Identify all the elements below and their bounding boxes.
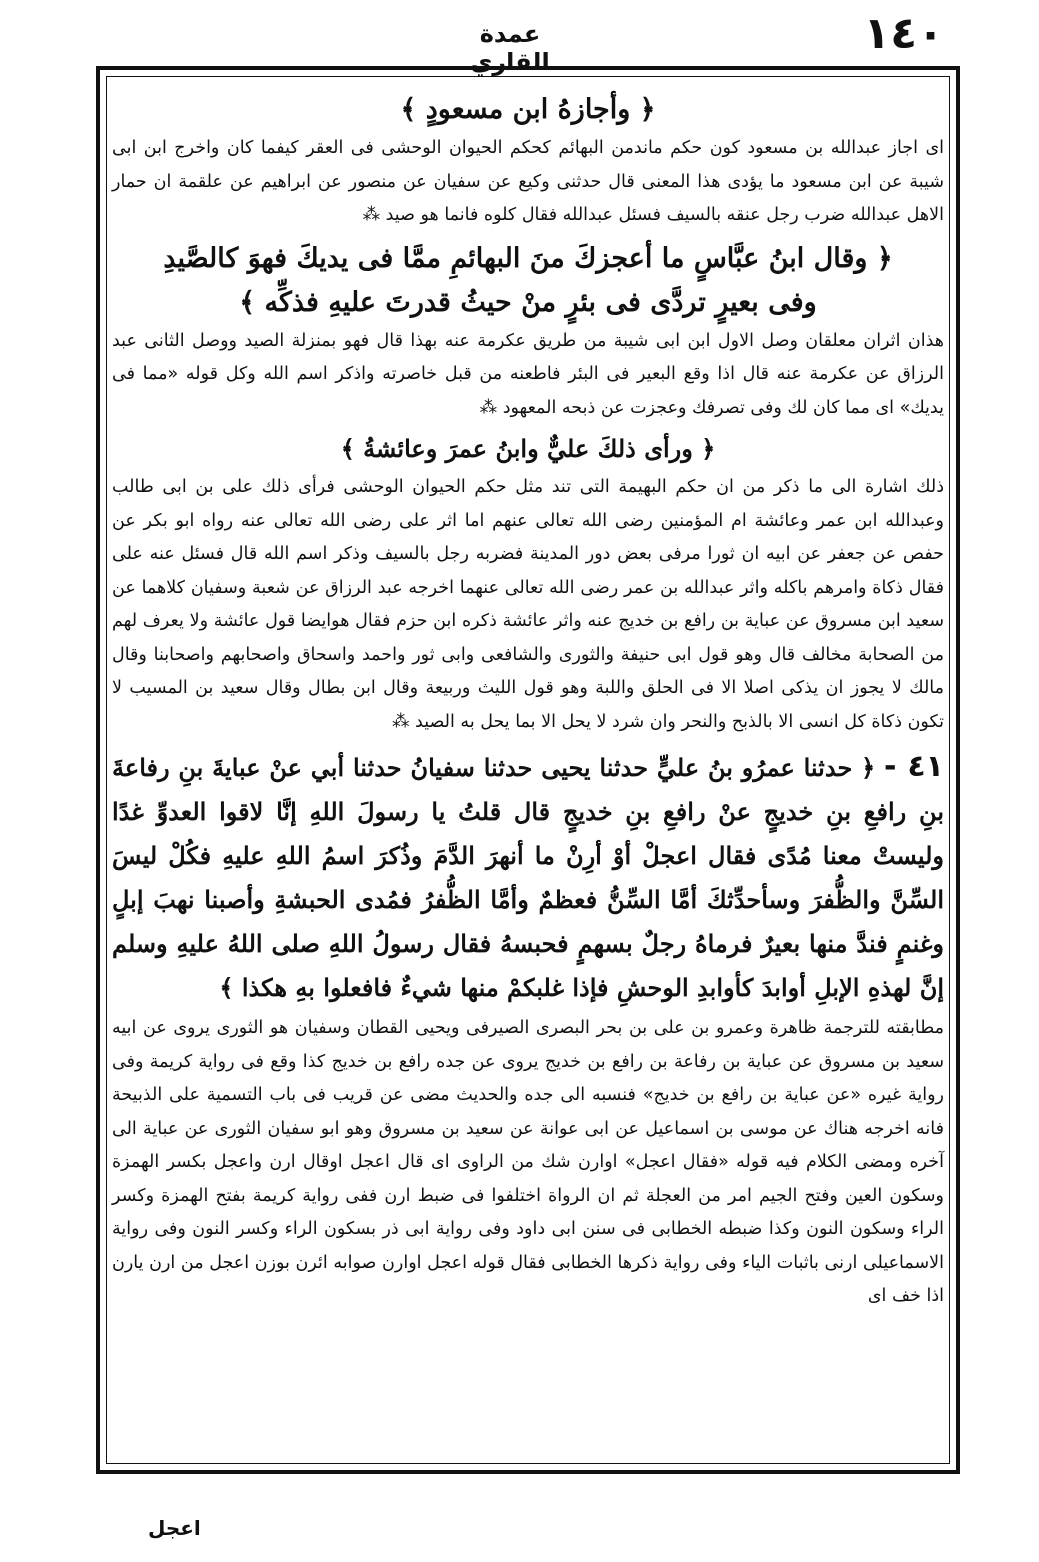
commentary-paragraph: ذلك اشارة الى ما ذكر من ان حكم البهيمة التى تند مثل حكم الحيوان الوحشى فرأى ذلك على بن ابى طالب وعبدالله ابن عمر وعائشة ام المؤمنين رضى الله تعالى عنهم اما اثر على رضى الله تعالى عنه رواه ابو بكر عن حفص عن جعفر عن ابيه ان ثورا مرفى بعض دور المدينة فضربه رجل بالسيف وذكر اسم الله قال فسئل عنه على فقال ذكاة وامرهم باكله واثر عبدالله بن عمر رضى الله تعالى عنهما اخرجه عبد الرزاق عن شعبة وسفيان كلاهما عن سعيد ابن مسروق عن عباية بن رافع بن خديج عنه واثر عائشة ذكره ابن حزم فقال هوايضا قول عائشة ولا يعرف لهم من الصحابة مخالف قال وهو قول ابى حنيفة والثورى والشافعى وابى ثور واحمد واسحاق واصحابهم واصحابنا وقال مالك لا يجوز ان يذكى اصلا الا فى الحلق واللبة وهو قول الليث وربيعة وقال ابن بطال وقال سعيد بن المسيب لا تكون ذكاة كل انسى الا بالذبح والنحر وان شرد لا يحل الا بما يحل به الصيد ⁂ — [112, 477, 944, 732]
page-number: ١٤٠ — [863, 8, 944, 59]
commentary-paragraph: اى اجاز عبدالله بن مسعود كون حكم ماندمن البهائم كحكم الحيوان الوحشى فى العقر كيفما كان واخرج ابن ابى شيبة عن ابن مسعود ما يؤدى هذا المعنى قال حدثنى وكيع عن سفيان عن منصور عن ابراهيم عن علقمة ان حمار الاهل عبدالله ضرب رجل عنقه بالسيف فسئل عبدالله فقال كلوه فانما هو صيد ⁂ — [112, 138, 944, 225]
chapter-heading-ibn-masud: ﴿ وأجازهُ ابن مسعودٍ ﴾ — [400, 94, 656, 125]
page-header — [0, 0, 1039, 76]
chapter-heading-ali-ibn-umar-aisha: ﴿ ورأى ذلكَ عليٌّ وابنُ عمرَ وعائشةُ ﴾ — [340, 434, 716, 463]
catchword: اعجل — [148, 1516, 201, 1540]
commentary-paragraph: مطابقته للترجمة ظاهرة وعمرو بن على بن بحر البصرى الصيرفى ويحيى القطان وسفيان هو الثورى يروى عن ابيه سعيد بن مسروق عن عباية بن رفاعة بن رافع بن خديج يروى عن جده رافع بن خديج كذا وقع فى رواية كريمة وفى رواية غيره «عن عباية بن رافع بن خديج» فنسبه الى جده والحديث مضى عن قريب فى باب التسمية على الذبيحة فانه اخرجه هناك عن موسى بن اسماعيل عن ابى عوانة عن سعيد بن مسروق وهو ابو سفيان الثورى عن عباية الى آخره ومضى الكلام فيه قوله «فقال اعجل» اوارن شك من الراوى اى قال اعجل اوقال ارن واعجل بكسر الهمزة وسكون العين وفتح الجيم امر من العجلة ثم ان الرواة اختلفوا فى ضبط ارن ففى رواية كريمة بفتح الهمزة وكسر الراء وسكون النون وكذا ضبطه الخطابى فى سنن ابى داود وفى رواية ابى ذر بسكون الراء وكسر النون وفى رواية الاسماعيلى ارنى باثبات الياء وفى رواية ذكرها الخطابى فقال قوله اعجل اوارن صوابه ائرن بوزن اعجل من ارن يارن اذا خف اى — [112, 1018, 944, 1306]
hadith-body: ﴿ حدثنا عمرُو بنُ عليٍّ حدثنا يحيى حدثنا سفيانُ حدثنا أبي عنْ عبايةَ بنِ رفاعةَ بنِ رافعِ بنِ خديجٍ عنْ رافعِ بنِ خديجٍ قال قلتُ يا رسولَ اللهِ إنَّا لاقوا العدوِّ غدًا وليستْ معنا مُدًى فقال اعجلْ أوْ أرِنْ ما أنهرَ الدَّمَ وذُكرَ اسمُ اللهِ عليهِ فكُلْ ليسَ السِّنَّ والظُّفرَ وسأحدِّثكَ أمَّا السِّنُّ فعظمٌ وأمَّا الظُّفرُ فمُدى الحبشةِ وأصبنا نهبَ إبلٍ وغنمٍ فندَّ منها بعيرٌ فرماهُ رجلٌ بسهمٍ فحبسهُ فقال رسولُ اللهِ صلى اللهُ عليهِ وسلم إنَّ لهذهِ الإبلِ أوابدَ كأوابدِ الوحشِ فإذا غلبكمْ منها شيءٌ فافعلوا بهِ هكذا ﴾ — [112, 753, 945, 1002]
hadith-text — [112, 745, 944, 1010]
commentary-paragraph: هذان اثران معلقان وصل الاول ابن ابى شيبة من طريق عكرمة عنه بهذا قال فهو بمنزلة الصيد ووصل الثانى عبد الرزاق عن عكرمة عنه قال اذا وقع البعير فى البئر فاطعنه من قبل خاصرته واذكر اسم الله وكل قوله «مما فى يديك» اى مما كان لك وفى تصرفك وعجزت عن ذبحه المعهود ⁂ — [112, 330, 944, 418]
page-content — [104, 86, 952, 1468]
hadith-number: ٤١ - — [884, 749, 944, 784]
chapter-heading-ibn-abbas-cont: وفى بعيرٍ تردَّى فى بئرٍ منْ حيثُ قدرتَ عليهِ فذكِّه ﴾ — [239, 286, 817, 318]
running-head: عمدة القاري — [470, 20, 550, 76]
chapter-heading-ibn-abbas: ﴿ وقال ابنُ عبَّاسٍ ما أعجزكَ منَ البهائمِ ممَّا فى يديكَ فهوَ كالصَّيدِ — [163, 242, 893, 274]
